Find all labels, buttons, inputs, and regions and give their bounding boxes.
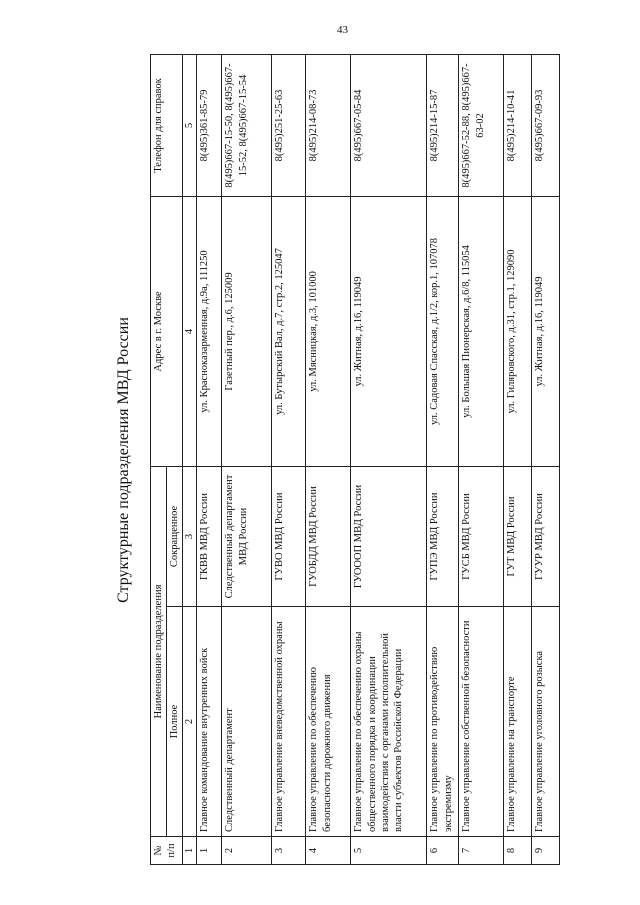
address: ул. Гиляровского, д.31, стр.1, 129090: [504, 196, 532, 466]
address: ул. Садовая Спасская, д.1/2, кор.1, 107078: [427, 196, 459, 466]
row-number: 3: [272, 837, 306, 865]
phone: 8(495)214-10-41: [504, 54, 532, 196]
address: ул. Большая Пионерская, д.6/8, 115054: [459, 196, 504, 466]
column-index: 2: [183, 607, 197, 837]
header-address: Адрес в г. Москве: [151, 196, 183, 466]
table-row: [272, 54, 306, 864]
short-name: ГУУР МВД России: [532, 466, 560, 606]
table-row: [197, 54, 222, 864]
row-number: 9: [532, 837, 560, 865]
column-index: 4: [183, 196, 197, 466]
full-name: Главное управление по противодействию экстремизму: [427, 607, 459, 837]
header-phone: Телефон для справок: [151, 54, 183, 196]
short-name: ГКВВ МВД России: [197, 466, 222, 606]
document-title: Структурные подразделения МВД России: [115, 317, 132, 603]
table-row: [222, 54, 272, 864]
phone: 8(495)214-15-87: [427, 54, 459, 196]
address: ул. Красноказарменная, д.9а, 111250: [197, 196, 222, 466]
row-number: 4: [306, 837, 351, 865]
phone: 8(495)361-85-79: [197, 54, 222, 196]
column-index: 5: [183, 54, 197, 196]
full-name: Следственный департамент: [222, 607, 272, 837]
short-name: ГУОООП МВД России: [351, 466, 427, 606]
row-number: 2: [222, 837, 272, 865]
table-row: [504, 54, 532, 864]
address: ул. Житная, д.16, 119049: [351, 196, 427, 466]
phone: 8(495)251-25-63: [272, 54, 306, 196]
row-number: 6: [427, 837, 459, 865]
full-name: Главное управление на транспорте: [504, 607, 532, 837]
subdivisions-table: [150, 54, 560, 865]
row-number: 7: [459, 837, 504, 865]
full-name: Главное управление собственной безопасности: [459, 607, 504, 837]
table-row: [532, 54, 560, 864]
full-name: Главное управление уголовного розыска: [532, 607, 560, 837]
header-name-group: Наименование подразделения: [151, 466, 167, 836]
address: ул. Житная, д.16, 119049: [532, 196, 560, 466]
phone: 8(495)667-05-84: [351, 54, 427, 196]
header-num: № п/п: [151, 837, 183, 865]
full-name: Главное управление по обеспечению охраны общественного порядка и координации взаимодействия с органами исполнительной власти субъектов Российской Федерации: [351, 607, 427, 837]
address: ул. Мясницкая, д.3, 101000: [306, 196, 351, 466]
short-name: ГУТ МВД России: [504, 466, 532, 606]
row-number: 1: [197, 837, 222, 865]
phone: 8(495)667-15-50, 8(495)667-15-52, 8(495)667-15-54: [222, 54, 272, 196]
phone: 8(495)667-52-88, 8(495)667-63-02: [459, 54, 504, 196]
address: ул. Бутырский Вал, д.7, стр.2, 125047: [272, 196, 306, 466]
header-short: Сокращенное: [167, 466, 183, 606]
table-row: [427, 54, 459, 864]
table-row: [351, 54, 427, 864]
column-index: 3: [183, 466, 197, 606]
short-name: ГУСБ МВД России: [459, 466, 504, 606]
page-number: 43: [337, 24, 348, 36]
full-name: Главное управление вневедомственной охраны: [272, 607, 306, 837]
row-number: 8: [504, 837, 532, 865]
short-name: ГУОБДД МВД России: [306, 466, 351, 606]
table-header-row: [151, 54, 167, 864]
short-name: ГУПЭ МВД России: [427, 466, 459, 606]
column-index: 1: [183, 837, 197, 865]
short-name: Следственный департамент МВД России: [222, 466, 272, 606]
phone: 8(495)214-08-73: [306, 54, 351, 196]
full-name: Главное управление по обеспечению безопасности дорожного движения: [306, 607, 351, 837]
address: Газетный пер., д.6, 125009: [222, 196, 272, 466]
rotated-page-content: [102, 55, 572, 865]
phone: 8(495)667-09-93: [532, 54, 560, 196]
column-index-row: [183, 54, 197, 864]
row-number: 5: [351, 837, 427, 865]
table-row: [306, 54, 351, 864]
full-name: Главное командование внутренних войск: [197, 607, 222, 837]
header-full: Полное: [167, 607, 183, 837]
short-name: ГУВО МВД России: [272, 466, 306, 606]
table-row: [459, 54, 504, 864]
